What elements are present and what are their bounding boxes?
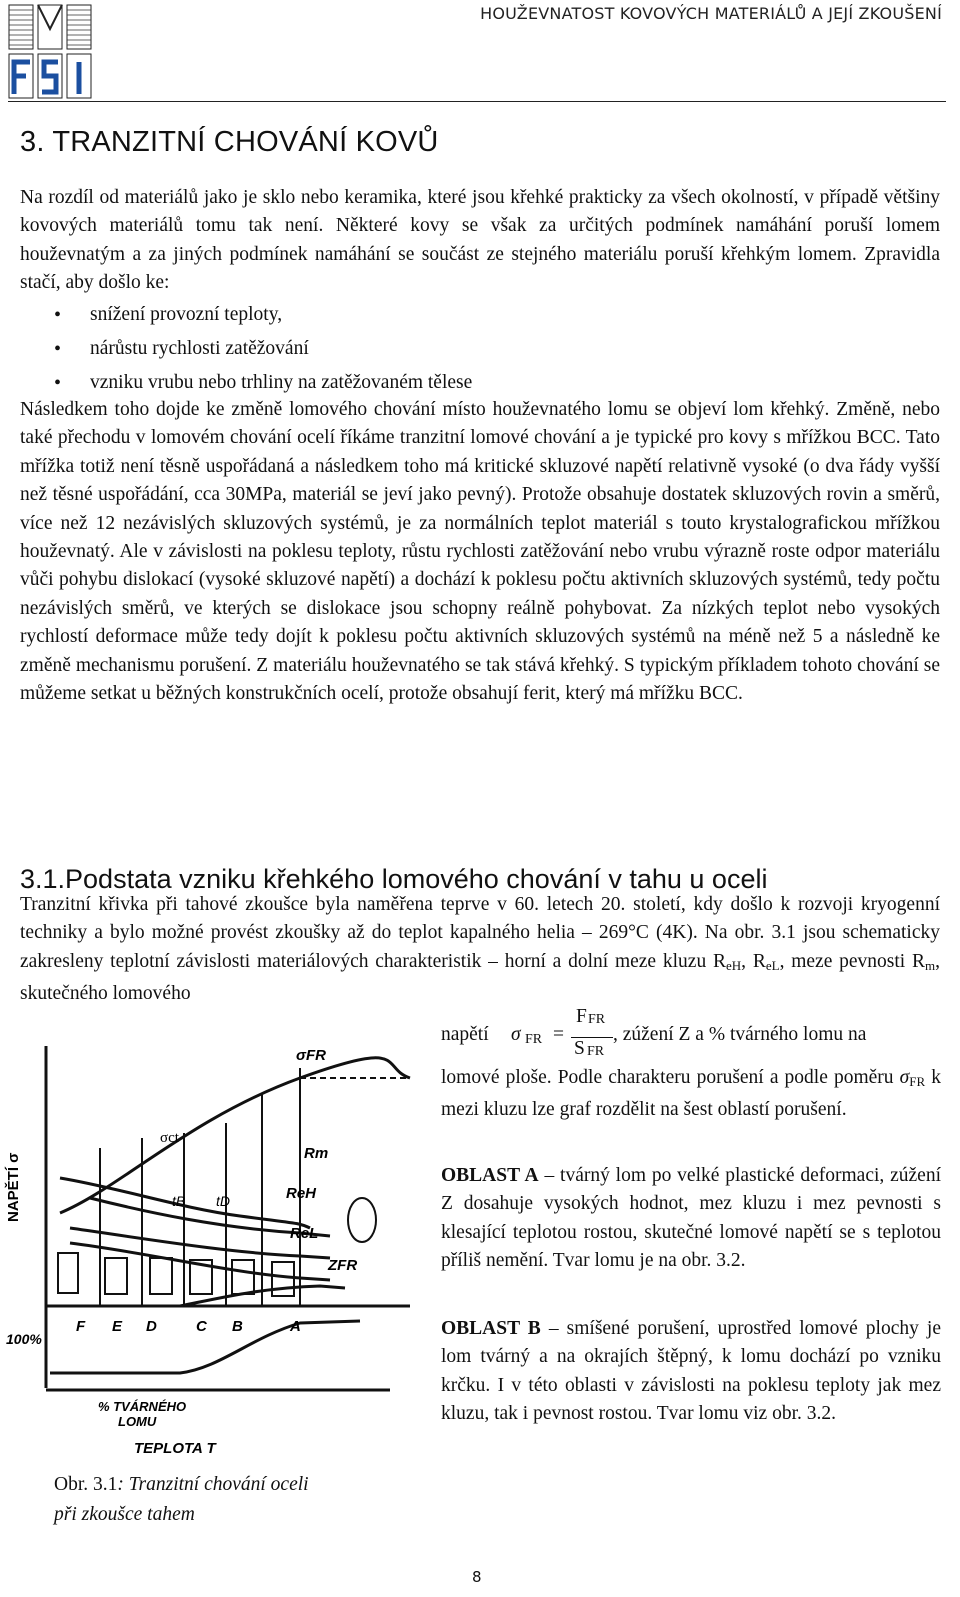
running-header-title: HOUŽEVNATOST KOVOVÝCH MATERIÁLŮ A JEJÍ ZKOUŠENÍ (480, 4, 942, 23)
figure-caption: Obr. 3.1: Tranzitní chování oceli při zkoušce tahem (54, 1474, 309, 1525)
td-label: tD (216, 1193, 230, 1209)
list-item: • snížení provozní teploty, (20, 300, 472, 334)
header-divider (8, 101, 946, 102)
x-axis-label: TEPLOTA T (134, 1440, 216, 1457)
region-label-a: A (290, 1318, 301, 1335)
section-heading: 3. TRANZITNÍ CHOVÁNÍ KOVŮ (20, 126, 439, 158)
cause-list (20, 300, 472, 402)
sigma-fr-label: σFR (296, 1047, 326, 1064)
page-number: 8 (472, 1568, 482, 1586)
percent-label: 100% (6, 1331, 42, 1347)
region-b-paragraph: OBLAST B – smíšené porušení, uprostřed lomové plochy je lom tvárný a na okrajích štěpný, k lomu dochází po vzniku krčku. I v této oblasti v závislosti na poklesu teploty jak mez kluzu, tak i pevnost rostou. Tvar lomu viz obr. 3.2. (441, 1318, 941, 1425)
region-a-paragraph: OBLAST A – tvárný lom po velké plastické deformaci, zúžení Z dosahuje vysokých hodnot, mez kluzu i mez pevnosti s klesající teplotou rostou, skutečné lomové napětí se s teplotou příliš nemění. Tvar lomu je na obr. 3.2. (441, 1165, 941, 1272)
ductile-label-1: % TVÁRNÉHO (98, 1399, 187, 1414)
rm-label: Rm (304, 1145, 329, 1162)
ductile-label-2: LOMU (118, 1414, 157, 1429)
region-label-f: F (76, 1318, 86, 1335)
body-paragraph: Následkem toho dojde ke změně lomového chování místo houževnatého lomu se objeví lom křehký. Změně, nebo také přechodu v lomovém chování ocelí říkáme tranzitní lomové chování a je typické pro kovy s mřížkou BCC. Tato mřížka totiž není těsně uspořádaná a následkem toho má kritické skluzové napětí relativně vysoké (o dva řády vyšší než těsné uspořádání, cca 30MPa, materiál se jeví jako pevný). Protože obsahuje dostatek skluzových rovin a směrů, více než 12 nezávislých skluzových systémů, je za normálních teplot materiál s touto krystalografickou mřížkou houževnatý. Ale v závislosti na poklesu teploty, růstu rychlosti zatěžování nebo vrubu výrazně roste odpor materiálu vůči pohybu dislokací (vysoké skluzové napětí) a dochází k poklesu počtu aktivních skluzových systémů, tedy počtu nezávislých směrů, ve kterých se dislokace jsou schopny reálně pohybovat. Za nízkých teplot nebo vysokých rychlostí deformace může tedy dojít k poklesu počtu aktivních skluzových systémů na méně než 5 a následně ke změně mechanismu porušení. Z materiálu houževnatého se tak stává křehký. S typickým příkladem tohoto chování se můžeme setkat u běžných konstrukčních ocelí, protože obsahují ferit, který má mřížku BCC. (20, 399, 940, 705)
list-item: • vzniku vrubu nebo trhliny na zatěžovaném tělese (20, 368, 472, 402)
rel-label: ReL (290, 1225, 319, 1242)
regions-intro-paragraph: lomové ploše. Podle charakteru porušení a podle poměru $\sigma_{FR}$ k mezi kluzu lze graf rozdělit na šest oblastí porušení. (441, 1067, 942, 1121)
region-dividers (100, 1068, 300, 1306)
zfr-label: ZFR (328, 1257, 358, 1274)
list-item: • nárůstu rychlosti zatěžování (20, 334, 472, 368)
tb-label: tB (172, 1193, 186, 1209)
sigma-ct-label: σct (160, 1130, 179, 1146)
y-axis-label: NAPĚTÍ σ (5, 1152, 22, 1222)
region-label-e: E (112, 1318, 123, 1335)
fracture-stress-formula: napětí σ FR = F FR S FR , zúžení Z a % tvárného lomu na (441, 1006, 867, 1059)
region-label-b: B (232, 1318, 243, 1335)
reh-label: ReH (286, 1185, 317, 1202)
region-label-c: C (196, 1318, 207, 1335)
transition-behaviour-figure (0, 1038, 420, 1468)
institution-logo (8, 4, 94, 100)
subsection-heading: 3.1.Podstata vzniku křehkého lomového chování v tahu u oceli (20, 864, 768, 894)
subsection-paragraph: Tranzitní křivka při tahové zkoušce byla naměřena teprve v 60. letech 20. století, kdy došlo k rozvoji kryogenní techniky a bylo možné provést zkoušky až do teplot kapalného helia – 269°C (4K). Na obr. 3.1 jsou schematicky zakresleny teplotní závislosti materiálových charakteristik – horní a dolní meze kluzu $R_{eH}$, $R_{eL}$, meze pevnosti $R_m$, skutečného lomového (20, 894, 941, 1005)
intro-paragraph: Na rozdíl od materiálů jako je sklo nebo keramika, které jsou křehké prakticky za všech okolností, v případě většiny kovových materiálů tomu tak není. Některé kovy se však za určitých podmínek namáhání poruší lomem houževnatým a za jiných podmínek namáhání se součást ze stejného materiálu poruší křehkým lomem. Zpravidla stačí, aby došlo ke: (20, 187, 940, 294)
region-label-d: D (146, 1318, 157, 1335)
